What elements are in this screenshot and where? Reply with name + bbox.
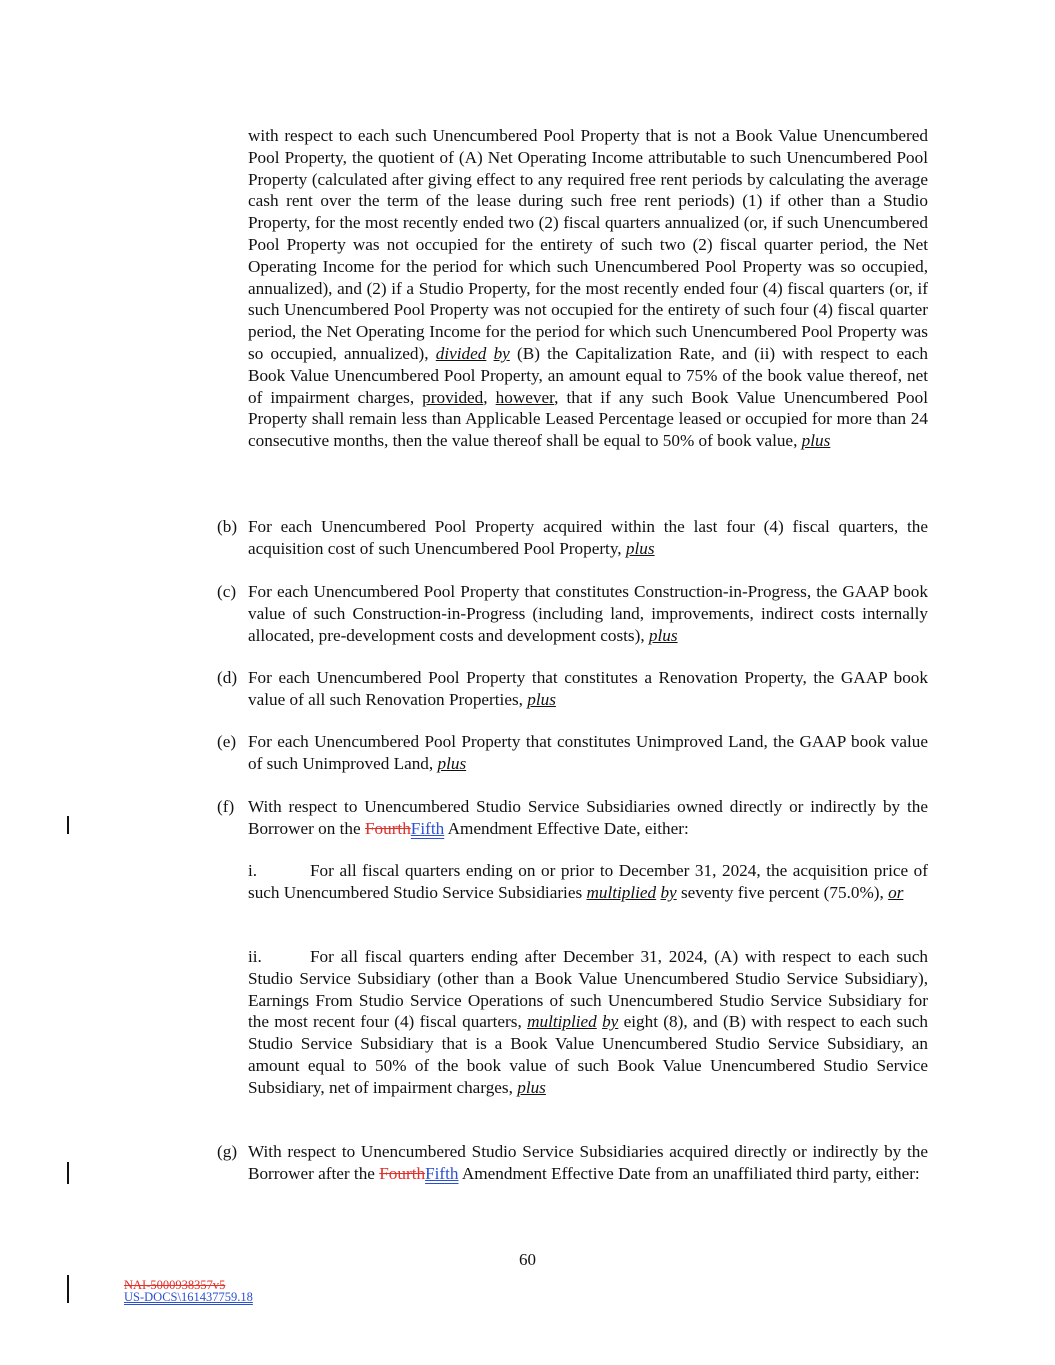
clause-e [217,731,928,775]
deleted-text: Fourth [364,818,411,838]
deleted-text: Fourth [379,1163,426,1183]
term-or: or [888,882,904,902]
term-by: by [493,343,510,363]
subclause-f-i [248,860,928,904]
clause-label: (b) [217,517,238,536]
clause-d [217,667,928,711]
term-plus: plus [517,1077,546,1097]
clause-label: (f) [217,797,235,816]
term-multiplied: multiplied [586,882,657,902]
intro-text-end: , that if any such Book Value Unencumbered Pool Property shall remain less than Applicable Leased Percentage leased or occupied for more than 24 consecutive months, then the value thereof shall be equal to 50% of book value, [248,387,929,451]
clause-text: For each Unencumbered Pool Property that constitutes Unimproved Land, the GAAP book value of such Unimproved Land, [248,732,928,773]
document-id-footer [124,1279,253,1303]
clause-label: (d) [217,668,238,687]
clause-f [217,796,928,840]
subclause-number: ii. [248,947,262,966]
term-provided: provided [422,387,484,407]
clause-text: With respect to Unencumbered Studio Service Subsidiaries acquired directly or indirectly by the Borrower after the [248,1142,928,1183]
page-number: 60 [519,1250,536,1269]
term-divided: divided [435,343,487,363]
clause-g [217,1141,928,1185]
change-bar [67,1275,69,1303]
change-bar [67,1162,69,1184]
term-plus: plus [625,538,655,558]
term-plus: plus [527,689,556,709]
subclause-number: i. [248,861,258,880]
term-by: by [602,1012,619,1032]
change-bar [67,816,69,834]
term-multiplied: multiplied [527,1012,597,1032]
new-document-id: US-DOCS\161437759.18 [124,1290,253,1304]
term-plus: plus [437,753,467,773]
intro-comma: , [483,387,496,407]
clause-c [217,581,928,646]
subclause-text: For all fiscal quarters ending after December 31, 2024, (A) with respect to each such Studio Service Subsidiary (other than a Book Value Unencumbered Studio Service Subsidiary), Earnings From Studio Service Operations of such Unencumbered Studio Service Subsidiary for the most recent four (4) fiscal quarters, [248,947,928,1032]
clause-text: With respect to Unencumbered Studio Service Subsidiaries owned directly or indirectly by the Borrower on the [248,797,928,838]
old-document-id: NAI-5000938357v5 [124,1278,226,1292]
intro-text-mid: (B) the Capitalization Rate, and (ii) with respect to each Book Value Unencumbered Pool Property, an amount equal to 75% of the book value thereof, net of impairment charges, [248,343,929,407]
intro-paragraph [248,125,928,452]
subclause-text-end: eight (8), and (B) with respect to each such Studio Service Subsidiary that is a Book Value Unencumbered Studio Service Subsidiary, an amount equal to 50% of the book value of such Book Value Unencumbered Studio Service Subsidiary, net of impairment charges, [248,1012,929,1097]
clause-text-end: Amendment Effective Date from an unaffiliated third party, either: [458,1163,920,1183]
term-however: however [495,387,555,407]
term-by: by [660,882,677,902]
subclause-text-end: seventy five percent (75.0%), [676,882,889,902]
clause-label: (e) [217,732,237,751]
inserted-text: Fifth [410,818,445,838]
subclause-f-ii [248,946,928,1099]
subclause-text: For all fiscal quarters ending on or prior to December 31, 2024, the acquisition price of such Unencumbered Studio Service Subsidiaries [248,861,928,902]
clause-text: For each Unencumbered Pool Property that constitutes Construction-in-Progress, the GAAP book value of such Construction-in-Progress (including land, improvements, indirect costs internally allocated, pre-development costs and development costs), [248,582,928,645]
clause-text: For each Unencumbered Pool Property that constitutes a Renovation Property, the GAAP book value of all such Renovation Properties, [248,668,928,709]
clause-label: (c) [217,582,237,601]
inserted-text: Fifth [425,1163,459,1183]
term-plus: plus [801,431,831,451]
intro-text: with respect to each such Unencumbered Pool Property that is not a Book Value Unencumbered Pool Property, the quotient of (A) Net Operating Income attributable to such Unencumbered Pool Property (calculated after giving effect to any required free rent periods by calculating the average cash rent over the term of the lease during such free rent periods) (1) if other than a Studio Property, for the most recently ended two (2) fiscal quarters annualized (or, if such Unencumbered Pool Property was not occupied for the entirety of such two (2) fiscal quarter period, the Net Operating Income for the period for which such Unencumbered Pool Property was so occupied, annualized), and (2) if a Studio Property, for the most recently ended four (4) fiscal quarters (or, if such Unencumbered Pool Property was not occupied for the entirety of such four (4) fiscal quarter period, the Net Operating Income for the period for which such Unencumbered Pool Property was so occupied, annualized), [248,126,928,363]
clause-label: (g) [217,1142,238,1161]
clause-text: For each Unencumbered Pool Property acquired within the last four (4) fiscal quarters, the acquisition cost of such Unencumbered Pool Property, [248,517,928,558]
clause-b [217,516,928,560]
clause-text-end: Amendment Effective Date, either: [444,818,689,838]
term-plus: plus [648,625,678,645]
